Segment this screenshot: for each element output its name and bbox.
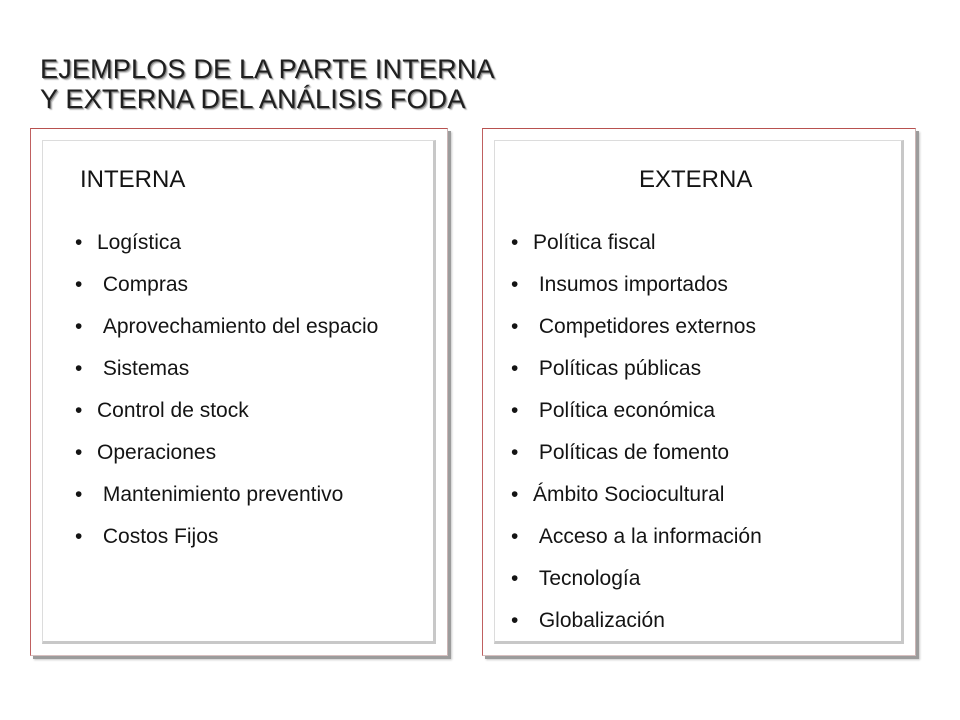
bullet-icon: • [75,525,83,548]
list-item [508,231,898,255]
bullet-icon: • [75,483,83,506]
list-item [508,273,898,297]
page-title [40,54,495,114]
list-item-text: Globalización [533,609,665,632]
list-item [72,525,432,549]
bullet-icon: • [511,441,519,464]
list-item [72,231,432,255]
bullet-icon: • [511,231,519,254]
list-item [508,357,898,381]
bullet-icon: • [511,399,519,422]
list-item-text: Política económica [533,399,716,422]
list-item [72,315,432,339]
bullet-icon: • [511,567,519,590]
list-item [508,441,898,465]
bullet-icon: • [75,315,83,338]
list-item-text: Compras [97,273,189,296]
list-item [508,483,898,507]
list-item-text: Sistemas [97,357,190,380]
title-line-2: Y EXTERNA DEL ANÁLISIS FODA [40,84,466,114]
list-item-text: Tecnología [533,567,641,590]
list-item [72,441,432,465]
list-item-text: Política fiscal [533,231,656,254]
bullet-icon: • [511,483,519,506]
bullet-icon: • [511,357,519,380]
list-item [72,357,432,381]
bullet-icon: • [75,399,83,422]
external-heading: EXTERNA [639,166,753,193]
bullet-icon: • [511,609,519,632]
list-item-text: Mantenimiento preventivo [97,483,344,506]
bullet-icon: • [511,315,519,338]
internal-list [72,231,432,567]
list-item [508,399,898,423]
list-item-text: Competidores externos [533,315,756,338]
list-item-text: Ámbito Sociocultural [533,483,725,506]
list-item-text: Acceso a la información [533,525,762,548]
internal-heading: INTERNA [80,166,186,193]
bullet-icon: • [511,525,519,548]
bullet-icon: • [75,231,83,254]
bullet-icon: • [75,441,83,464]
bullet-icon: • [511,273,519,296]
bullet-icon: • [75,357,83,380]
list-item-text: Operaciones [97,441,217,464]
list-item-text: Políticas públicas [533,357,702,380]
title-line-1: EJEMPLOS DE LA PARTE INTERNA [40,54,495,84]
list-item [508,567,898,591]
list-item-text: Insumos importados [533,273,728,296]
list-item [508,525,898,549]
list-item-text: Costos Fijos [97,525,219,548]
list-item-text: Control de stock [97,399,249,422]
list-item-text: Logística [97,231,182,254]
list-item-text: Políticas de fomento [533,441,730,464]
list-item-text: Aprovechamiento del espacio [97,315,379,338]
list-item [508,609,898,633]
bullet-icon: • [75,273,83,296]
list-item [72,273,432,297]
list-item [72,483,432,507]
list-item [72,399,432,423]
list-item [508,315,898,339]
external-list [508,231,898,651]
